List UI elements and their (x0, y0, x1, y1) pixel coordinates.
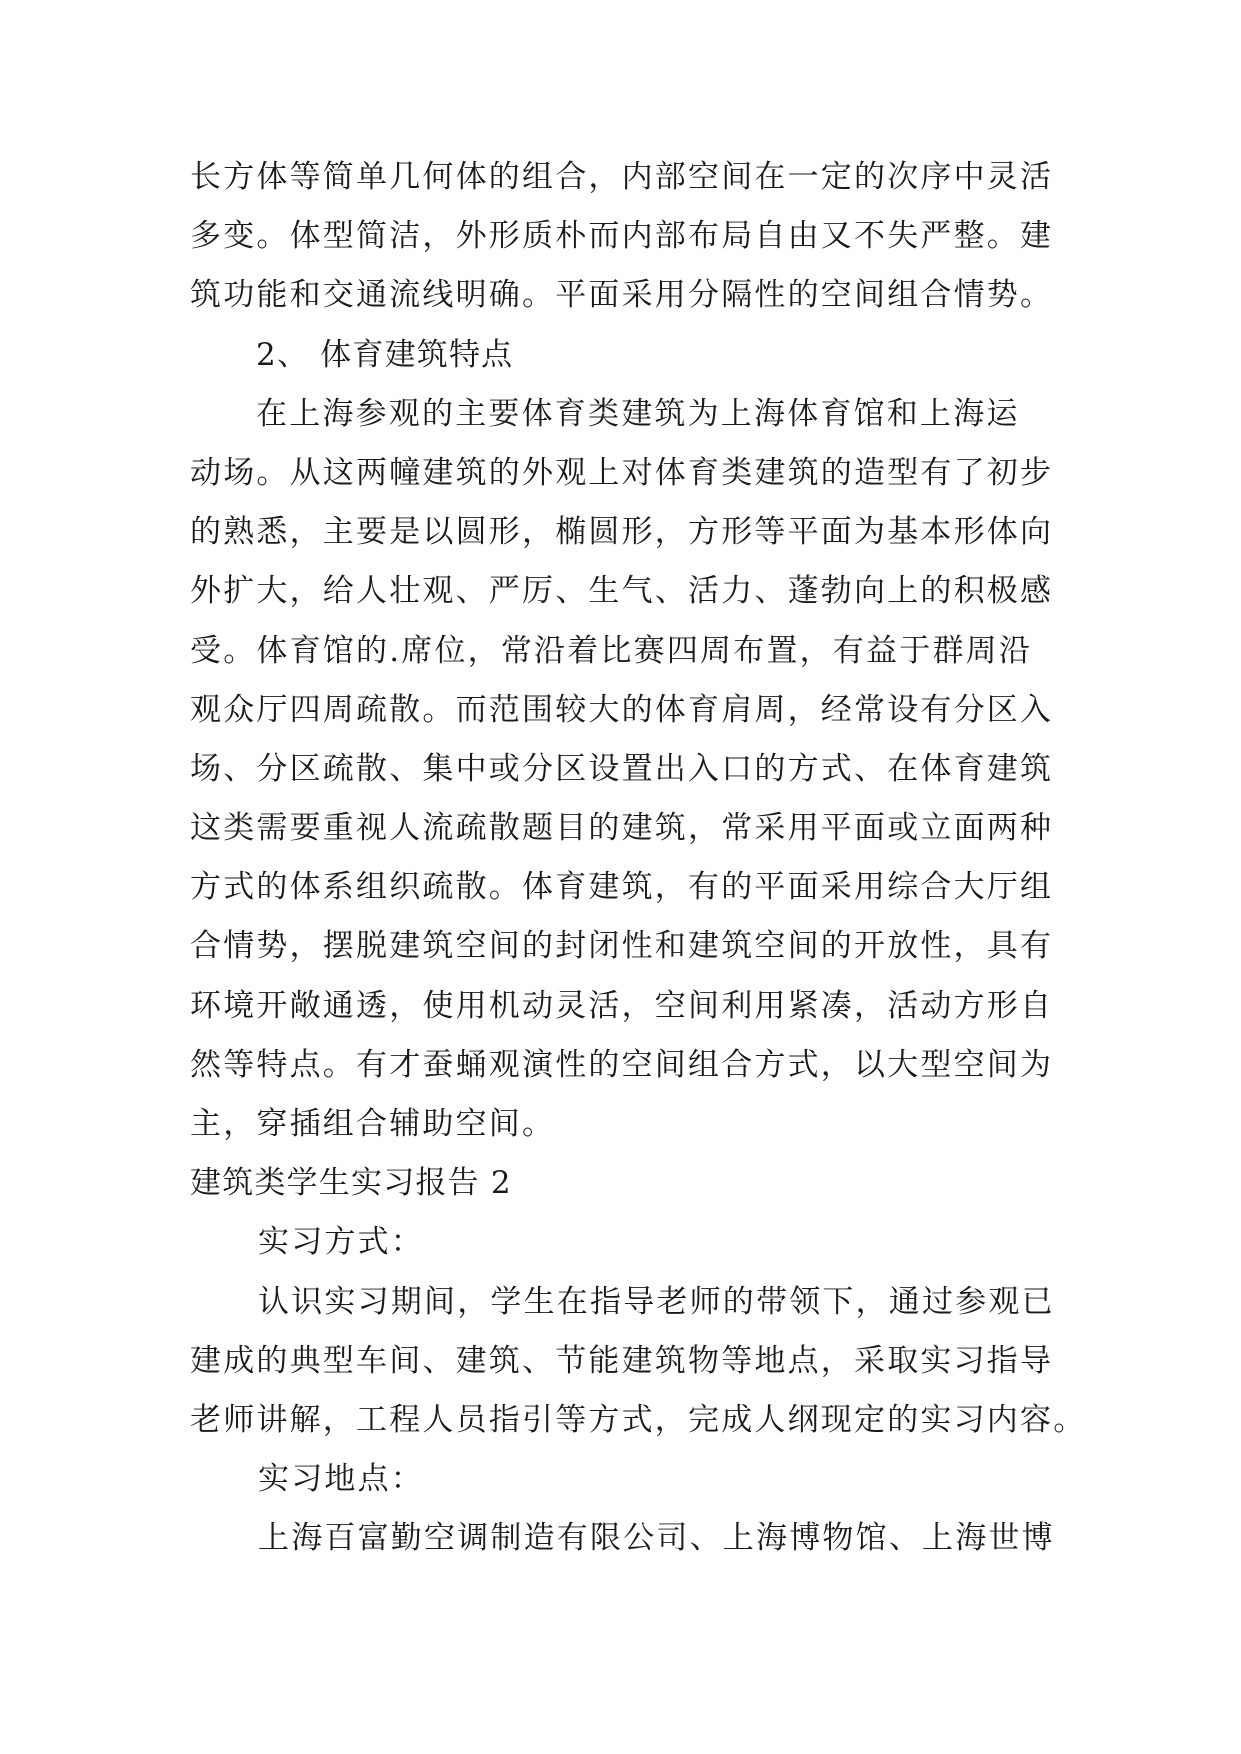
paragraph-start: 上海百富勤空调制造有限公司、上海博物馆、上海世博 (258, 1520, 1055, 1557)
text-line: 动场。从这两幢建筑的外观上对体育类建筑的造型有了初步 (190, 454, 1054, 491)
text-line: 长方体等简单几何体的组合，内部空间在一定的次序中灵活 (190, 159, 1054, 195)
text-line: 观众厅四周疏散。而范围较大的体育肩周，经常设有分区入 (190, 691, 1054, 728)
subheading-practice-mode: 实习方式： (258, 1224, 424, 1261)
text-line: 筑功能和交通流线明确。平面采用分隔性的空间组合情势。 (190, 277, 1054, 314)
text-line: 多变。体型简洁，外形质朴而内部布局自由又不失严整。建 (190, 218, 1054, 255)
text-line: 然等特点。有才蚕蛹观演性的空间组合方式，以大型空间为 (190, 1046, 1054, 1083)
text-line: 这类需要重视人流疏散题目的建筑，常采用平面或立面两种 (190, 810, 1054, 847)
text-line: 合情势，摆脱建筑空间的封闭性和建筑空间的开放性，具有 (190, 928, 1054, 965)
subheading-practice-location: 实习地点： (258, 1461, 424, 1498)
text-line: 主，穿插组合辅助空间。 (190, 1106, 556, 1142)
report-title: 建筑类学生实习报告 2 (190, 1165, 512, 1202)
text-line: 场、分区疏散、集中或分区设置出入口的方式、在体育建筑 (190, 750, 1054, 787)
text-line: 建成的典型车间、建筑、节能建筑物等地点，采取实习指导 (190, 1342, 1054, 1379)
text-line: 的熟悉，主要是以圆形，椭圆形，方形等平面为基本形体向 (190, 514, 1054, 551)
paragraph-start: 在上海参观的主要体育类建筑为上海体育馆和上海运 (256, 395, 1020, 432)
text-line: 老师讲解，工程人员指引等方式，完成人纲现定的实习内容。 (190, 1401, 1087, 1438)
text-line: 环境开敞通透，使用机动灵活，空间利用紧凑，活动方形自 (190, 987, 1054, 1024)
document-page (190, 148, 1087, 1569)
paragraph-start: 认识实习期间，学生在指导老师的带领下，通过参观已 (258, 1283, 1055, 1320)
text-line: 外扩大，给人壮观、严厉、生气、活力、蓬勃向上的积极感 (190, 573, 1054, 610)
section-heading: 2、 体育建筑特点 (256, 336, 514, 373)
text-line: 受。体育馆的.席位，常沿着比赛四周布置，有益于群周沿 (190, 632, 1033, 669)
text-line: 方式的体系组织疏散。体育建筑，有的平面采用综合大厅组 (190, 869, 1054, 906)
